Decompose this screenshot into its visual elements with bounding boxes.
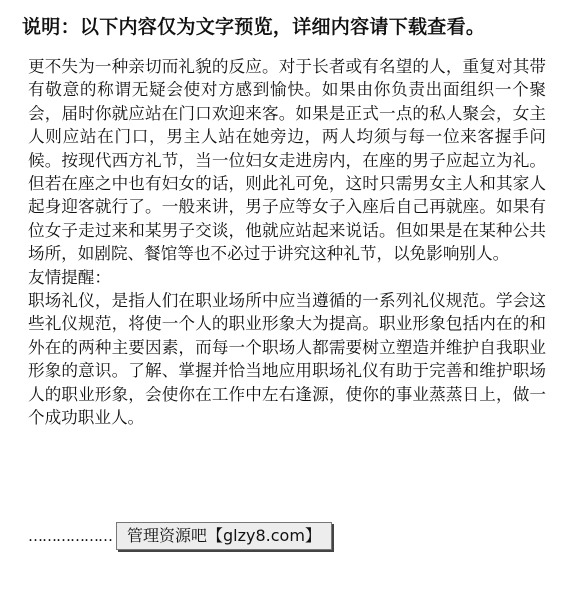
dotted-leader: ………………	[28, 527, 112, 545]
document-body	[28, 55, 546, 430]
body-paragraph: 更不失为一种亲切而礼貌的反应。对于长者或有名望的人，重复对其带有敬意的称谓无疑会使对方感到愉快。如果由你负责出面组织一个聚会，届时你就应站在门口欢迎来客。如果是正式一点的私人聚会，女主人则应站在门口，男主人站在她旁边，两人均须与每一位来客握手问候。按现代西方礼节，当一位妇女走进房内，在座的男子应起立为礼。但若在座之中也有妇女的话，则此礼可免，这时只需男女主人和其家人起身迎客就行了。一般来讲，男子应等女子入座后自己再就座。如果有位女子走过来和某男子交谈，他就应站起来说话。但如果是在某种公共场所，如剧院、餐馆等也不必过于讲究这种礼节，以免影响别人。	[28, 57, 546, 264]
body-paragraph: 职场礼仪，是指人们在职业场所中应当遵循的一系列礼仪规范。学会这些礼仪规范，将使一个人的职业形象大为提高。职业形象包括内在的和外在的两种主要因素，而每一个职场人都需要树立塑造并维护自我职业形象的意识。了解、掌握并恰当地应用职场礼仪有助于完善和维护职场人的职业形象，会使你在工作中左右逢源，使你的事业蒸蒸日上，做一个成功职业人。	[28, 291, 546, 428]
preview-notice: 说明：以下内容仅为文字预览，详细内容请下载查看。	[22, 16, 486, 38]
source-site-link-button[interactable]: 管理资源吧【glzy8.com】	[116, 522, 332, 550]
tip-heading: 友情提醒：	[28, 267, 111, 287]
footer-bar	[28, 522, 332, 550]
